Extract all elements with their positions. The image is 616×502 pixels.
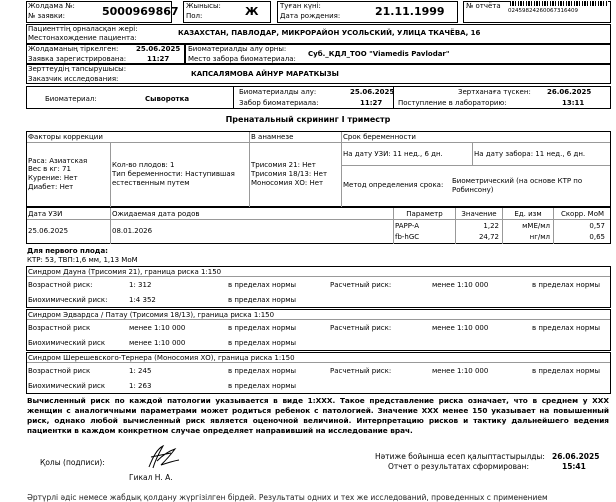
- risk-edwards-age-label: Возрастной риск: [28, 324, 91, 332]
- sex-value: Ж: [245, 5, 259, 18]
- anamnesis-header: В анамнезе: [251, 133, 294, 141]
- risk-down-bio-status: в пределах нормы: [228, 296, 297, 304]
- weight: Вес в кг: 71: [28, 165, 71, 173]
- risk-edwards-age-value: менее 1:10 000: [129, 324, 186, 332]
- result-label-kz: Нәтиже бойынша есеп қалыптастырылды:: [375, 452, 545, 461]
- risk-turner-calc-status: в пределах нормы: [532, 367, 601, 375]
- registered-label-ru: Заявка зарегистрирована:: [28, 55, 127, 63]
- fetus-line: КТР: 53, ТВП:1,6 мм, 1,13 МоМ: [27, 256, 138, 264]
- risk-edwards-bio-value: менее 1:10 000: [129, 339, 186, 347]
- received-date: 26.06.2025: [547, 88, 592, 96]
- factors-header: Факторы коррекции: [28, 133, 103, 141]
- pregnancy-type-2: естественным путем: [112, 179, 190, 187]
- term-method-label: Метод определения срока:: [343, 181, 444, 189]
- usg-date-header: Дата УЗИ: [28, 210, 63, 218]
- received-label-ru: Поступление в лабораторию:: [398, 99, 507, 107]
- footer-text: Әртүрлі әдіс немесе жабдық қолдану жүргізілген бірдей. Результаты одних и тех же исследований, проведенных с применением: [27, 493, 548, 502]
- birth-label-ru: Дата рождения:: [280, 12, 341, 20]
- biomat-place-label-ru: Место забора биоматериала:: [188, 55, 296, 63]
- order-number: 5000969867: [102, 5, 179, 18]
- risk-down-calc-value: менее 1:10 000: [432, 281, 489, 289]
- value-row-1: 1,22: [483, 222, 499, 230]
- risk-turner-age-status: в пределах нормы: [228, 367, 297, 375]
- risk-edwards-calc-status: в пределах нормы: [532, 324, 601, 332]
- pregnancy-type-1: Тип беременности: Наступившая: [112, 170, 235, 178]
- signature: [141, 443, 181, 471]
- risk-turner-title: Синдром Шерешевского-Тернера (Моносомия ХО), граница риска 1:150: [28, 354, 295, 362]
- usg-date: 25.06.2025: [28, 227, 69, 235]
- mom-row-1: 0,57: [589, 222, 605, 230]
- unit-row-2: нг/мл: [529, 233, 550, 241]
- report-number: 0245982426006731640​9: [508, 8, 578, 14]
- location-label-kz: Пациенттің орналасқан жері:: [28, 25, 138, 33]
- term-method-1: Биометрический (на основе КТР по: [452, 177, 583, 185]
- registered-date: 25.06.2025: [136, 45, 181, 53]
- received-time: 13:11: [562, 99, 585, 107]
- customer-value: КАПСАЛЯМОВА АЙНУР МАРАТКЫЗЫ: [191, 70, 339, 78]
- risk-note: Вычисленный риск по каждой патологии указывается в виде 1:XXX. Такое представление риска означает, что в среднем у ХХХ женщин с аналогичными параметрами может родиться ребенок с патологией. Значение ХХХ менее 150 указывает на повышенный риск, однако любой вычисленный риск является оценочной величиной. Интерпретацию рисков и тактику дальнейшего ведения пациентки в каждом конкретном случае определяет направивший на исследование врач.: [27, 396, 609, 435]
- risk-turner-bio-label: Биохимический риск: [28, 382, 106, 390]
- risk-edwards-bio-label: Биохимический риск: [28, 339, 106, 347]
- risk-edwards-age-status: в пределах нормы: [228, 324, 297, 332]
- registered-label-kz: Жолдаманың тіркелген:: [28, 45, 119, 53]
- registered-time: 11:27: [147, 55, 170, 63]
- report-label: № отчёта: [466, 2, 501, 10]
- customer-label-kz: Зерттеудің тапсырушысы:: [28, 65, 127, 73]
- due-date: 08.01.2026: [112, 227, 153, 235]
- risk-turner-calc-value: менее 1:10 000: [432, 367, 489, 375]
- location-value: КАЗАХСТАН, ПАВЛОДАР, МИКРОРАЙОН УСОЛЬСКИЙ, УЛИЦА ТКАЧЁВА, 16: [178, 29, 481, 37]
- param-row-2: fb-hGC: [395, 233, 420, 241]
- order-label-kz: Жолдама №:: [28, 2, 75, 10]
- biomat-place-label-kz: Биоматериалды алу орны:: [188, 45, 287, 53]
- fetus-title: Для первого плода:: [27, 247, 108, 255]
- location-label-ru: Местонахождение пациента:: [28, 34, 137, 42]
- birth-label-kz: Туған күні:: [280, 2, 321, 10]
- result-date: 26.06.2025: [552, 452, 600, 461]
- term-usg: На дату УЗИ: 11 нед., 6 дн.: [343, 150, 443, 158]
- risk-down-age-label: Возрастной риск:: [28, 281, 93, 289]
- sex-label-kz: Жынысы:: [186, 2, 221, 10]
- value-row-2: 24,72: [478, 233, 499, 241]
- result-label-ru: Отчет о результатах сформирован:: [388, 462, 530, 471]
- barcode: [510, 1, 608, 6]
- taken-label-kz: Биоматериалды алу:: [239, 88, 317, 96]
- risk-turner-age-label: Возрастной риск: [28, 367, 91, 375]
- biomaterial-value: Сыворотка: [145, 95, 190, 103]
- due-date-header: Ожидаемая дата родов: [112, 210, 200, 218]
- term-header: Срок беременности: [343, 133, 416, 141]
- value-header: Значение: [461, 210, 497, 218]
- mom-row-2: 0,65: [589, 233, 605, 241]
- page-title: Пренатальный скрининг I триместр: [225, 115, 391, 124]
- term-method-2: Робинсону): [452, 186, 494, 194]
- risk-edwards-title: Синдром Эдвардса / Патау (Трисомия 18/13), граница риска 1:150: [28, 311, 275, 319]
- birth-value: 21.11.1999: [375, 5, 445, 18]
- risk-down-title: Синдром Дауна (Трисомия 21), граница риска 1:150: [28, 268, 222, 276]
- diabetes: Диабет: Нет: [28, 183, 74, 191]
- risk-edwards-calc-label: Расчетный риск:: [330, 324, 392, 332]
- result-time: 15:41: [562, 462, 586, 471]
- risk-turner-bio-status: в пределах нормы: [228, 382, 297, 390]
- taken-label-ru: Забор биоматериала:: [239, 99, 319, 107]
- term-sample: На дату забора: 11 нед., 6 дн.: [474, 150, 586, 158]
- risk-edwards-bio-status: в пределах нормы: [228, 339, 297, 347]
- received-label-kz: Зертханаға түскен:: [458, 88, 531, 96]
- risk-down-calc-label: Расчетный риск:: [330, 281, 392, 289]
- risk-down-bio-value: 1:4 352: [129, 296, 156, 304]
- mom-header: Скорр. МоМ: [560, 210, 605, 218]
- risk-turner-bio-value: 1: 263: [129, 382, 152, 390]
- signer-name: Гикал Н. А.: [129, 473, 173, 482]
- taken-date: 25.06.2025: [350, 88, 395, 96]
- risk-turner-age-value: 1: 245: [129, 367, 152, 375]
- order-label-ru: № заявки:: [28, 12, 65, 20]
- risk-down-bio-label: Биохимический риск:: [28, 296, 108, 304]
- smoking: Курение: Нет: [28, 174, 78, 182]
- signature-label: Қолы (подписи):: [40, 458, 105, 467]
- trisomy21: Трисомия 21: Нет: [251, 161, 316, 169]
- unit-row-1: мМЕ/мл: [522, 222, 550, 230]
- monosomy: Моносомия ХО: Нет: [251, 179, 324, 187]
- taken-time: 11:27: [360, 99, 383, 107]
- biomat-place-value: Суб._КДЛ_ТОО "Viamedis Pavlodar": [308, 50, 450, 58]
- risk-turner-calc-label: Расчетный риск:: [330, 367, 392, 375]
- fetus-count: Кол-во плодов: 1: [112, 161, 175, 169]
- risk-down-age-status: в пределах нормы: [228, 281, 297, 289]
- param-header: Параметр: [406, 210, 443, 218]
- risk-down-age-value: 1: 312: [129, 281, 152, 289]
- customer-label-ru: Заказчик исследования:: [28, 75, 119, 83]
- trisomy18: Трисомия 18/13: Нет: [251, 170, 328, 178]
- param-row-1: PAPP-A: [395, 222, 420, 230]
- race: Раса: Азиатская: [28, 157, 88, 165]
- sex-label-ru: Пол:: [186, 12, 203, 20]
- unit-header: Ед. изм: [514, 210, 542, 218]
- biomaterial-label: Биоматериал:: [45, 95, 97, 103]
- risk-edwards-calc-value: менее 1:10 000: [432, 324, 489, 332]
- risk-down-calc-status: в пределах нормы: [532, 281, 601, 289]
